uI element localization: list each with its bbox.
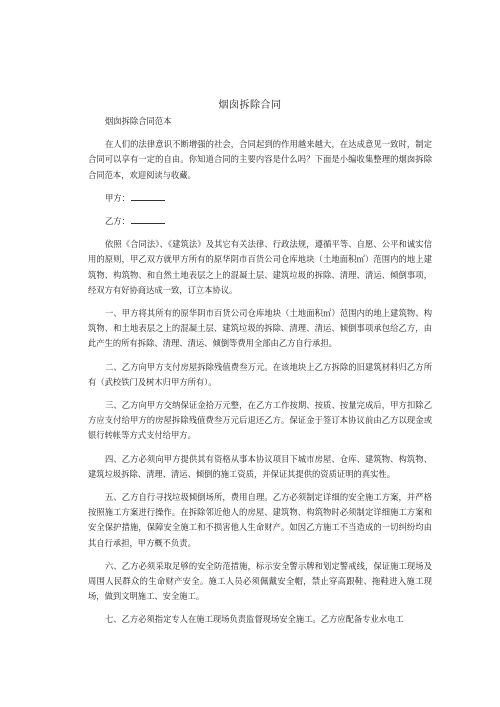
party-a-line: [88, 191, 432, 206]
party-b-label: 乙方：: [105, 216, 130, 227]
party-b-blank: [131, 214, 165, 224]
party-a-blank: [131, 191, 165, 201]
clause-5: 五、乙方自行寻找垃圾倾倒场所，费用自理。乙方必须制定详细的安全施工方案，并严格按照施工方案进行操作。在拆除邻近他人的房屋、建筑物、构筑物时必须制定详细施工方案和安全保护措施，保障安全施工和不损害他人生命财产。如因乙方施工不当造成的一切纠纷均由其自行承担，甲方概不负责。: [88, 492, 432, 548]
clause-1: 一、甲方将其所有的原华阴市百货公司仓库地块（土地面积㎡）范围内的地上建筑物、构筑物、和土地表层之上的混凝土层、建筑垃圾的拆除、清理、清运、倾倒事项承包给乙方，由此产生的所有拆除、清理、清运、倾倒等费用全部由乙方自行承担。: [88, 308, 432, 349]
party-b-line: [88, 214, 432, 229]
clause-3: 三、乙方向甲方交纳保证金拾万元整，在乙方工作按期、按质、按量完成后，甲方扣除乙方应支付给甲方的房屋拆除残值费叁万元后退还乙方。保证金于签订本协议前由乙方以现金或银行转帐等方式支付给甲方。: [88, 400, 432, 441]
clause-6: 六、乙方必须采取足够的安全防范措施，标示安全警示牌和划定警戒线，保证施工现场及周围人民群众的生命财产安全。施工人员必须佩戴安全帽，禁止穿高跟鞋、拖鞋进入施工现场，做到文明施工、安全施工。: [88, 560, 432, 602]
page-title: 烟囱拆除合同: [218, 100, 282, 111]
clause-4: 四、乙方必须向甲方提供其有资格从事本协议项目下城市房屋、仓库、建筑物、构筑物、建筑垃圾拆除、清理、清运、倾倒的施工资质，并保证其提供的资质证明的真实性。: [88, 453, 432, 479]
document-body: [88, 114, 432, 636]
clause-2: 二、乙方向甲方支付房屋拆除残值费叁万元。在该地块上乙方拆除的旧建筑材料归乙方所有（武校铁门及树木归甲方所有）。: [88, 361, 432, 387]
intro-paragraph: 在人们的法律意识不断增强的社会，合同起到的作用越来越大，在达成意见一致时，制定合同可以享有一定的自由。你知道合同的主要内容是什么吗？下面是小编收集整理的烟囱拆除合同范本，欢迎阅读与收藏。: [88, 139, 432, 180]
party-a-label: 甲方：: [105, 192, 130, 203]
clause-preamble: 依照《合同法》、《建筑法》及其它有关法律、行政法规，遵循平等、自愿、公平和诚实信用的原则，甲乙双方就甲方所有的原华阴市百货公司仓库地块（土地面积㎡）范围内的地上建筑物、构筑物、和自然土地表层之上的混凝土层、建筑垃圾的拆除、清理、清运、倾倒事项，经双方有好协商达成一致，订立本协议。: [88, 239, 432, 295]
document-subtitle: 烟囱拆除合同范本: [105, 116, 172, 126]
clause-7: 七、乙方必须指定专人在施工现场负责监督现场安全施工。乙方应配备专业水电工: [105, 614, 404, 625]
